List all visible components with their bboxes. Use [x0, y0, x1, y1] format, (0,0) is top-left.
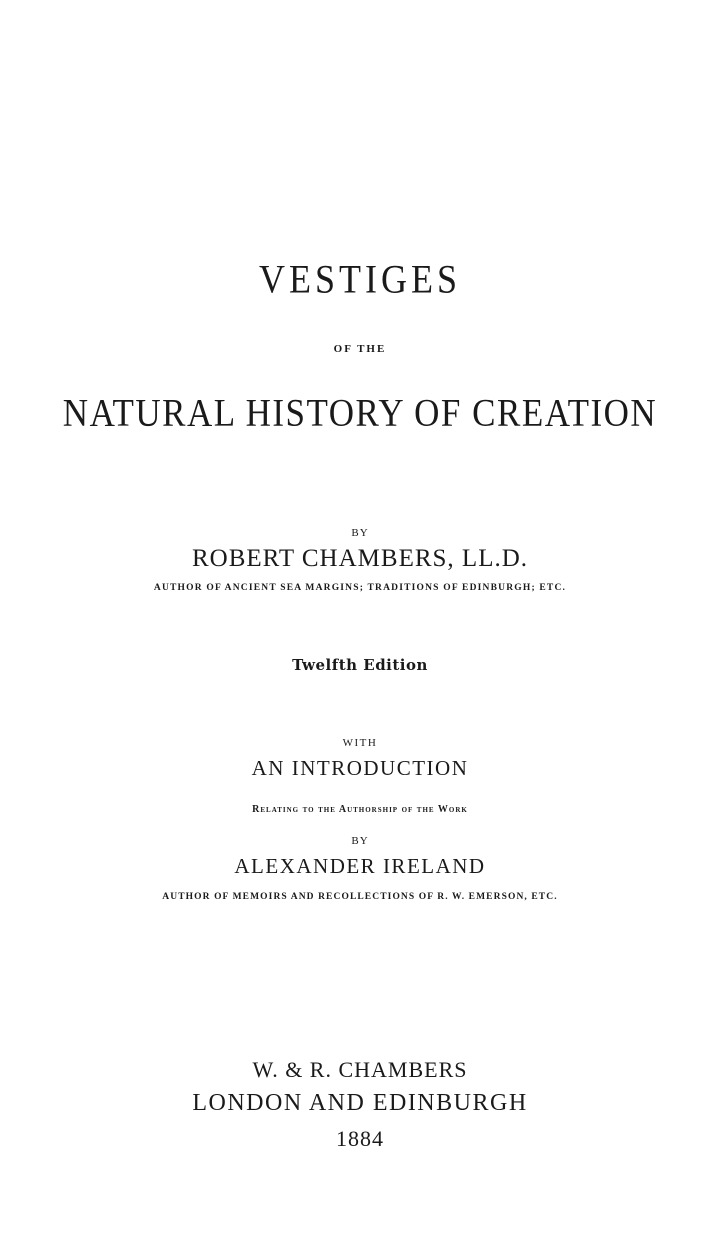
publication-place: LONDON AND EDINBURGH [192, 1090, 528, 1116]
introducer-name: ALEXANDER IRELAND [234, 854, 486, 878]
by-label-author: BY [351, 527, 369, 539]
book-title: VESTIGES [259, 256, 461, 302]
author-works: AUTHOR OF ANCIENT SEA MARGINS; TRADITIONS OF EDINBURGH; ETC. [153, 583, 567, 593]
publisher-name: W. & R. CHAMBERS [252, 1057, 468, 1082]
publication-year: 1884 [336, 1126, 384, 1151]
with-label: WITH [342, 737, 378, 749]
author-name: ROBERT CHAMBERS, LL.D. [191, 545, 529, 572]
introduction-description: Relating to the Authorship of the Work [252, 804, 468, 815]
edition-label: Twelfth Edition [292, 656, 428, 674]
introducer-works: AUTHOR OF MEMOIRS AND RECOLLECTIONS OF R. W. EMERSON, ETC. [162, 892, 558, 902]
introduction-heading: AN INTRODUCTION [251, 756, 469, 780]
by-label-introducer: BY [351, 835, 369, 847]
title-connector: OF THE [333, 343, 387, 355]
book-subtitle: NATURAL HISTORY OF CREATION [62, 390, 658, 435]
